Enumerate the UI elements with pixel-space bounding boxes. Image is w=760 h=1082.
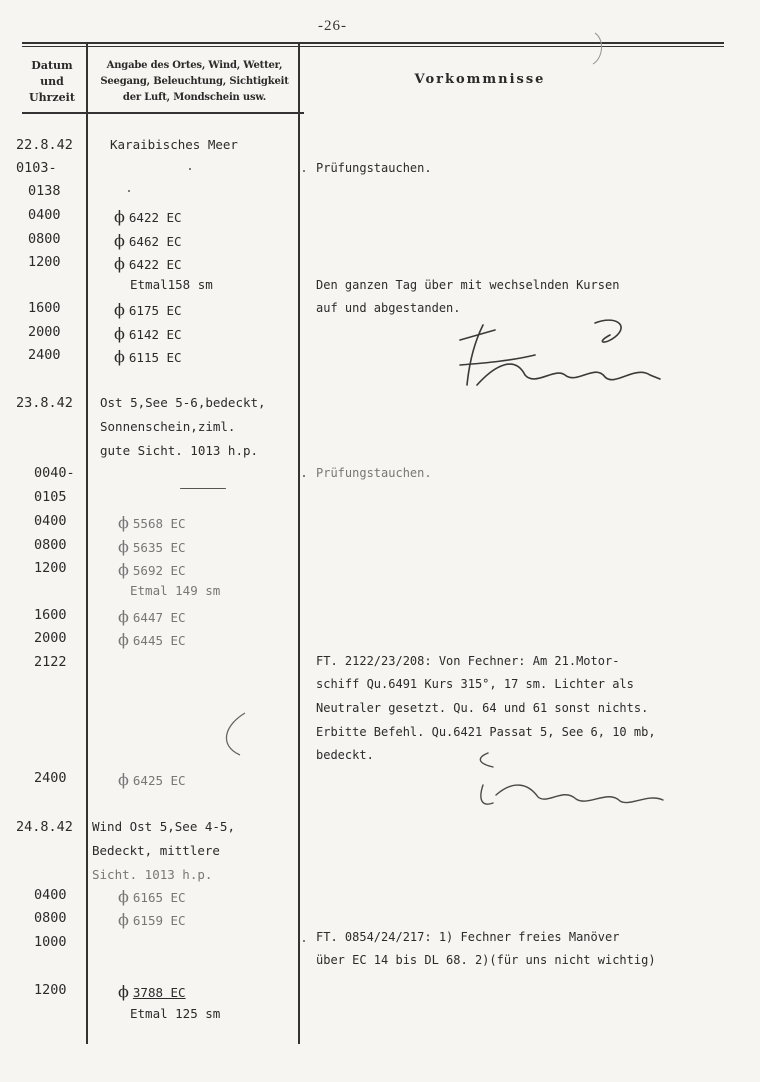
position-text: 3788 EC (132, 985, 186, 1000)
position-entry (114, 324, 182, 343)
date-entry: 2000 (28, 324, 61, 340)
position-entry (118, 770, 186, 789)
position-text: 6422 EC (128, 257, 182, 272)
date-entry: 2400 (34, 770, 67, 786)
position-entry (118, 887, 186, 906)
event-line: Neutraler gesetzt. Qu. 64 und 61 sonst nichts. (316, 701, 649, 715)
position-text: 6175 EC (128, 303, 182, 318)
bullet-dot (303, 170, 305, 172)
position-text: 6142 EC (128, 327, 182, 342)
grid-square-icon: ϕ (118, 630, 129, 649)
date-entry: 24.8.42 (16, 819, 73, 835)
date-entry: 1200 (28, 254, 61, 270)
date-entry: 0400 (34, 887, 67, 903)
weather-entry: gute Sicht. 1013 h.p. (100, 443, 259, 458)
date-entry: 0800 (34, 910, 67, 926)
date-entry: 0103- (16, 160, 57, 176)
event-line: Den ganzen Tag über mit wechselnden Kursen (316, 278, 620, 292)
grid-square-icon: ϕ (118, 770, 129, 789)
position-text: 5692 EC (132, 563, 186, 578)
grid-square-icon: ϕ (118, 607, 129, 626)
weather-entry: Bedeckt, mittlere (92, 843, 220, 858)
position-text: 6422 EC (128, 210, 182, 225)
grid-square-icon: ϕ (114, 300, 125, 319)
position-entry (118, 560, 186, 579)
grid-square-icon: ϕ (118, 513, 129, 532)
event-line: FT. 2122/23/208: Von Fechner: Am 21.Motor- (316, 654, 620, 668)
position-entry (118, 607, 186, 626)
col-divider-1 (86, 44, 88, 1044)
signature-1 (455, 315, 675, 395)
grid-square-icon: ϕ (118, 910, 129, 929)
date-entry: 0138 (28, 183, 61, 199)
date-entry: 0105 (34, 489, 67, 505)
position-text: 6165 EC (132, 890, 186, 905)
date-entry: 1200 (34, 560, 67, 576)
date-entry: 1600 (34, 607, 67, 623)
etmal-entry: Etmal 125 sm (130, 1006, 221, 1021)
signature-2 (468, 745, 678, 815)
grid-square-icon: ϕ (118, 537, 129, 556)
header-datum-line: Uhrzeit (29, 91, 75, 104)
date-entry: 1600 (28, 300, 61, 316)
weather-entry: Ost 5,See 5-6,bedeckt, (100, 395, 266, 410)
grid-square-icon: ϕ (114, 324, 125, 343)
position-entry (118, 537, 186, 556)
position-entry (118, 513, 186, 532)
position-text: 6425 EC (132, 773, 186, 788)
event-line: schiff Qu.6491 Kurs 315°, 17 sm. Lichter als (316, 677, 634, 691)
weather-entry: Sonnenschein,ziml. (100, 419, 236, 434)
header-datum (22, 58, 82, 106)
pencil-mark (585, 28, 615, 68)
event-line: Erbitte Befehl. Qu.6421 Passat 5, See 6, 10 mb, (316, 725, 656, 739)
date-entry: 0800 (34, 537, 67, 553)
header-rule (22, 112, 304, 114)
date-entry: 22.8.42 (16, 137, 73, 153)
event-line: FT. 0854/24/217: 1) Fechner freies Manöver (316, 930, 620, 944)
header-ort-line: der Luft, Mondschein usw. (122, 92, 267, 103)
position-text: 6447 EC (132, 610, 186, 625)
date-entry: 23.8.42 (16, 395, 73, 411)
position-entry (114, 207, 182, 226)
grid-square-icon: ϕ (114, 254, 125, 273)
top-rule-2 (22, 46, 724, 47)
position-text: 5635 EC (132, 540, 186, 555)
bullet-dot (189, 168, 191, 170)
grid-square-icon: ϕ (114, 347, 125, 366)
position-text: 6445 EC (132, 633, 186, 648)
position-entry (114, 347, 182, 366)
position-entry (118, 910, 186, 929)
position-entry (114, 254, 182, 273)
position-entry: Karaibisches Meer (110, 137, 238, 152)
date-entry: 2400 (28, 347, 61, 363)
date-entry: 0040- (34, 465, 75, 481)
grid-square-icon: ϕ (118, 887, 129, 906)
date-entry: 2000 (34, 630, 67, 646)
grid-square-icon: ϕ (118, 982, 129, 1001)
col-divider-2 (298, 44, 300, 1044)
position-text: 6462 EC (128, 234, 182, 249)
etmal-entry: Etmal158 sm (130, 277, 213, 292)
bullet-dot (128, 190, 130, 192)
header-vorkommnisse: Vorkommnisse (414, 72, 546, 87)
date-entry: 1200 (34, 982, 67, 998)
header-ort (92, 58, 297, 106)
position-text: 6115 EC (128, 350, 182, 365)
date-entry: 0400 (28, 207, 61, 223)
event-line: über EC 14 bis DL 68. 2)(für uns nicht wichtig) (316, 953, 656, 967)
header-datum-line: Datum (31, 59, 73, 72)
event-line: auf und abgestanden. (316, 301, 461, 315)
event-line: bedeckt. (316, 748, 374, 762)
dash-mark (180, 488, 226, 489)
pencil-mark (200, 705, 260, 765)
position-entry (114, 300, 182, 319)
position-entry (114, 231, 182, 250)
top-rule (22, 42, 724, 44)
weather-entry: Sicht. 1013 h.p. (92, 867, 213, 882)
grid-square-icon: ϕ (118, 560, 129, 579)
event-line: Prüfungstauchen. (316, 466, 432, 480)
date-entry: 0400 (34, 513, 67, 529)
bullet-dot (303, 940, 305, 942)
header-ort-line: Angabe des Ortes, Wind, Wetter, (106, 60, 283, 71)
position-entry (118, 630, 186, 649)
event-line: Prüfungstauchen. (316, 161, 432, 175)
page-number: -26- (318, 18, 347, 34)
date-entry: 0800 (28, 231, 61, 247)
etmal-entry: Etmal 149 sm (130, 583, 221, 598)
position-text: 5568 EC (132, 516, 186, 531)
position-entry (118, 982, 186, 1001)
position-text: 6159 EC (132, 913, 186, 928)
date-entry: 2122 (34, 654, 67, 670)
grid-square-icon: ϕ (114, 231, 125, 250)
bullet-dot (303, 475, 305, 477)
header-datum-line: und (40, 75, 64, 88)
date-entry: 1000 (34, 934, 67, 950)
weather-entry: Wind Ost 5,See 4-5, (92, 819, 235, 834)
header-ort-line: Seegang, Beleuchtung, Sichtigkeit (100, 76, 289, 87)
grid-square-icon: ϕ (114, 207, 125, 226)
